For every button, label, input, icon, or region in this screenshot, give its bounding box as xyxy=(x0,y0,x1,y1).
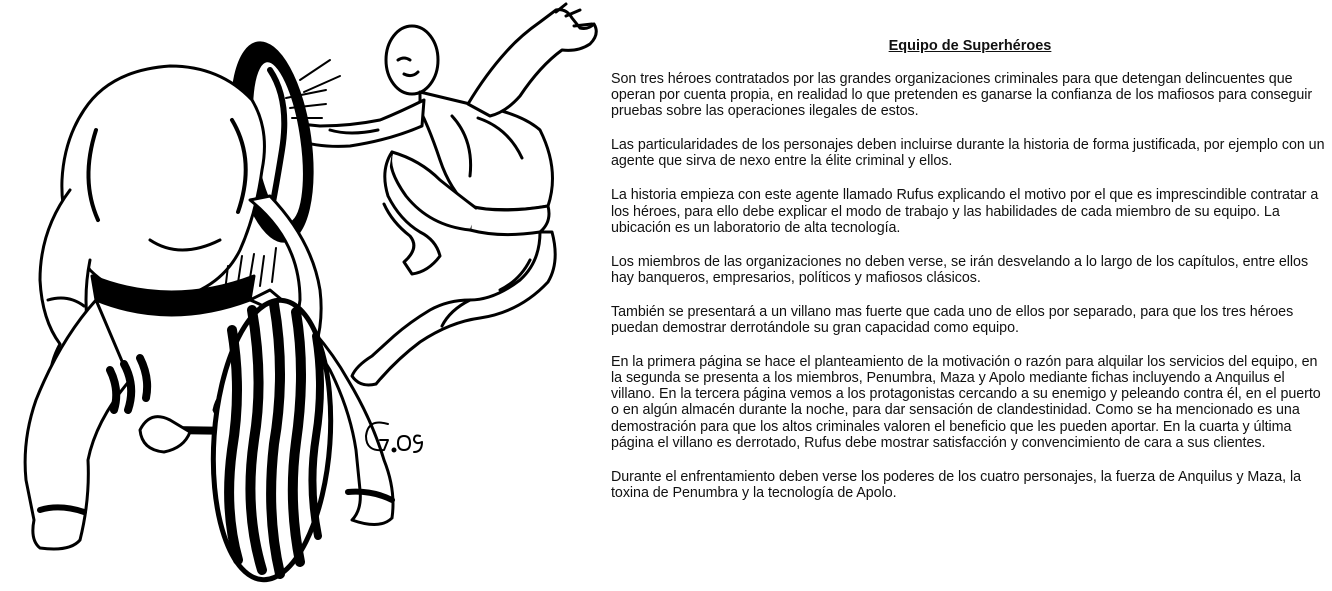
paragraph-7: Durante el enfrentamiento deben verse los poderes de los cuatro personajes, la fuerza de Anquilus y Maza, la toxina de Penumbra y la tecnología de Apolo. xyxy=(611,468,1302,501)
paragraph-1: Son tres héroes contratados por las grandes organizaciones criminales para que detengan delincuentes que operan por cuenta propia, en realidad lo que pretenden es ganarse la confianza de los mafiosos para conseguir pruebas sobre las operaciones ilegales de estos. xyxy=(611,71,1313,120)
text-column xyxy=(611,38,1329,519)
lower-shield xyxy=(204,296,339,583)
paragraph-6: En la primera página se hace el planteamiento de la motivación o razón para alquilar los servicios del equipo, en la segunda se presenta a los miembros, Penumbra, Maza y Apolo mediante fichas incluyendo a Anquilus el villano. En la tercera página vemos a los protagonistas cercando a su enemigo y peleando contra él, en el puerto o en algún almacén durante la noche, para dar sensación de clandestinidad. Como se ha mencionado es una demostración para que los altos criminales valoren el beneficio que les pueden aportar. En la cuarta y última página el villano es derrotado, Rufus debe mostrar satisfacción y convencimiento de cara a sus clientes. xyxy=(611,354,1321,451)
paragraph-3: La historia empieza con este agente llamado Rufus explicando el motivo por el que es imprescindible contratar a los héroes, para ello debe explicar el modo de trabajo y las habilidades de cada miembro de su equipo. La ubicación es un laboratorio de alta tecnología. xyxy=(611,187,1319,236)
leaping-hero-figure xyxy=(294,4,597,385)
paragraph-4: Los miembros de las organizaciones no deben verse, se irán desvelando a lo largo de los capítulos, entre ellos hay banqueros, empresarios, políticos y mafiosos clásicos. xyxy=(611,253,1309,286)
paragraph-2: Las particularidades de los personajes deben incluirse durante la historia de forma justificada, por ejemplo con un agente que sirva de nexo entre la élite criminal y ellos. xyxy=(611,137,1325,170)
comic-illustration xyxy=(0,0,605,591)
paragraph-5: También se presentará a un villano mas fuerte que cada uno de ellos por separado, para que los tres héroes puedan demostrar derrotándole su gran capacidad como equipo. xyxy=(611,303,1294,337)
document-title: Equipo de Superhéroes xyxy=(888,38,1052,54)
